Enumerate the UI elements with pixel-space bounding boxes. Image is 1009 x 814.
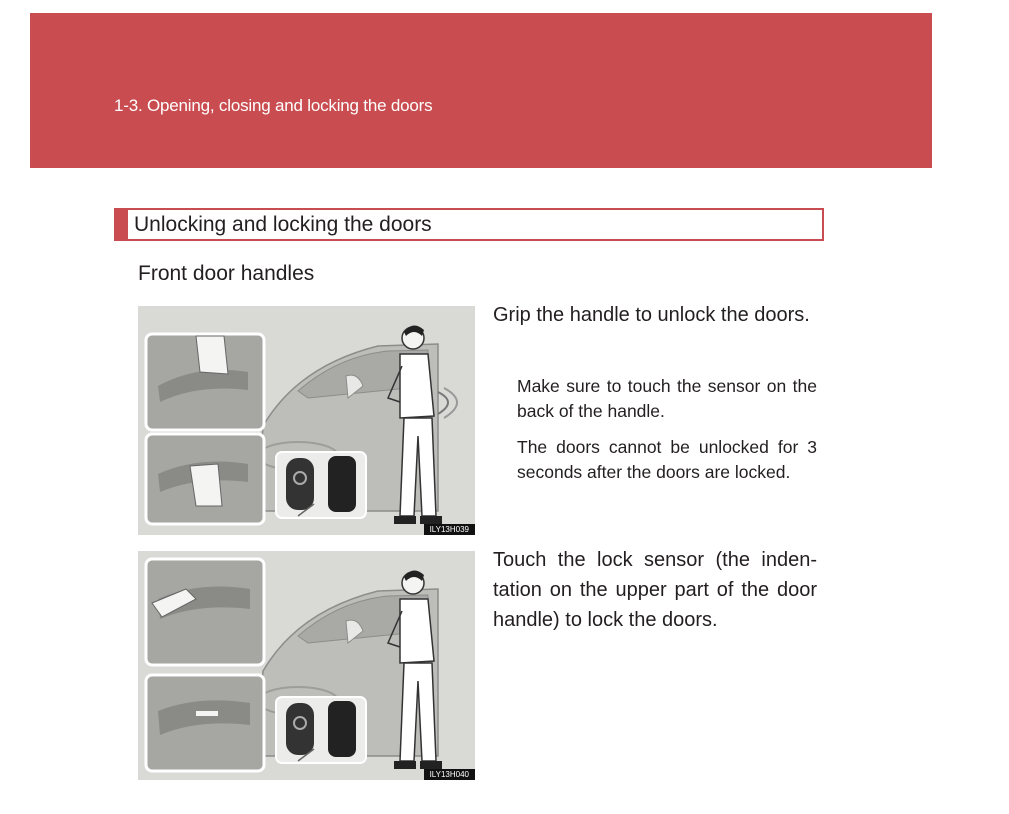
figure-code-label: ILY13H040	[424, 769, 475, 780]
subsection-title: Front door handles	[138, 262, 315, 285]
illustration-unlock-door	[138, 306, 475, 535]
chapter-title: 1-3. Opening, closing and locking the doors	[114, 96, 433, 115]
section-accent-bar	[116, 210, 128, 239]
figure-code-label: ILY13H039	[424, 524, 475, 535]
illustration-unlock-graphic	[138, 306, 475, 535]
unlock-instruction: Grip the handle to unlock the doors.	[493, 304, 810, 326]
illustration-lock-graphic	[138, 551, 475, 780]
note-touch-sensor: Make sure to touch the sensor on the back of the handle.	[517, 376, 817, 421]
lock-instruction: Touch the lock sensor (the inden-tation on the upper part of the door handle) to lock the doors.	[493, 549, 817, 631]
illustration-lock-door	[138, 551, 475, 780]
note-unlock-delay: The doors cannot be unlocked for 3 seconds after the doors are locked.	[517, 437, 817, 482]
section-heading-box	[114, 208, 824, 241]
chapter-header-band	[30, 13, 932, 168]
section-title: Unlocking and locking the doors	[134, 213, 432, 236]
